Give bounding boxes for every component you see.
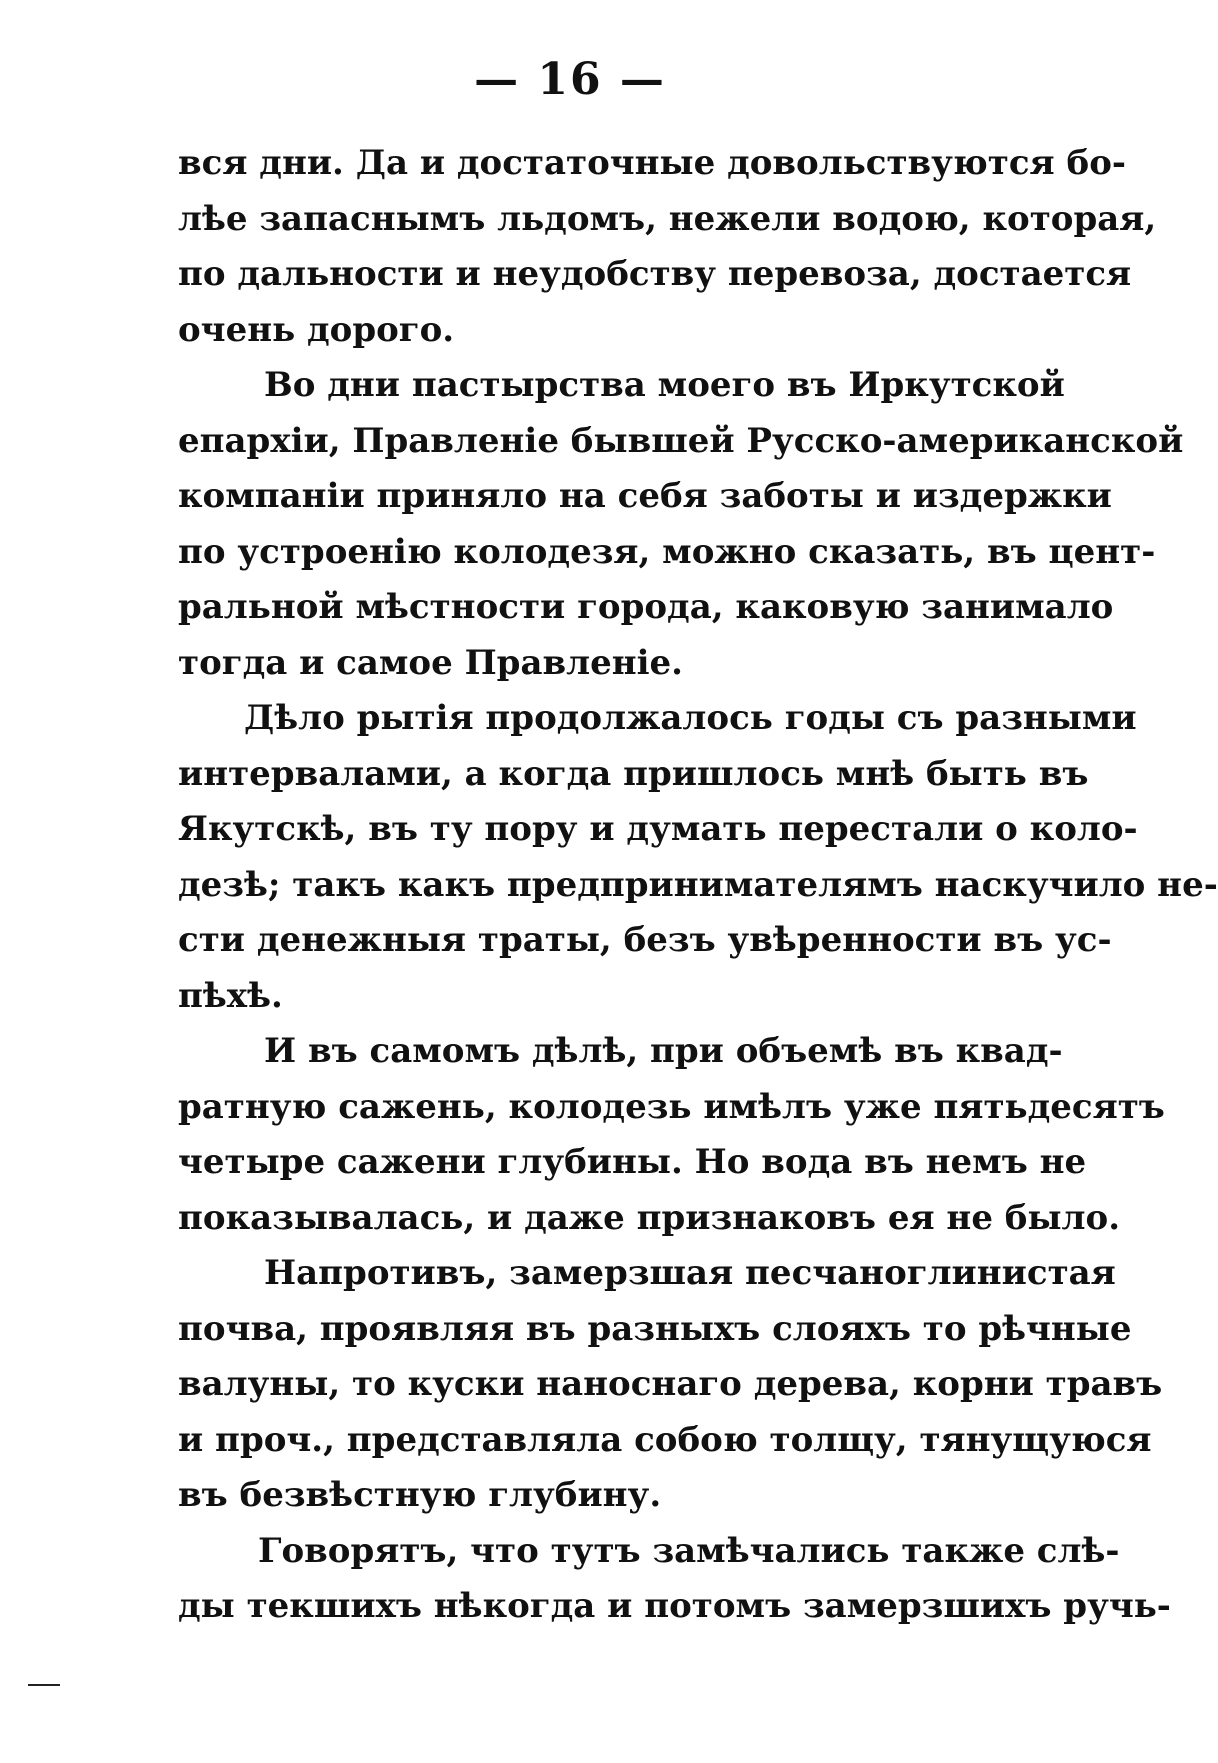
margin-dash-mark [28, 1684, 60, 1686]
text-line: Говорятъ, что тутъ замѣчались также слѣ- [258, 1530, 1120, 1571]
text-line: И въ самомъ дѣлѣ, при объемѣ въ квад- [264, 1031, 1063, 1071]
text-line: Якутскѣ, въ ту пору и думать перестали о коло- [178, 809, 1138, 849]
text-line: вся дни. Да и достаточные довольствуются бо- [178, 143, 1126, 183]
text-line: показывалась, и даже признаковъ ея не было. [178, 1197, 1121, 1238]
body-text [178, 136, 1218, 1635]
text-line: ральной мѣстности города, каковую занимало [178, 587, 1114, 627]
text-line: Во дни пастырства моего въ Иркутской [264, 365, 1065, 405]
text-line: ды текшихъ нѣкогда и потомъ замерзшихъ ручь- [178, 1586, 1171, 1626]
text-line: пѣхѣ. [178, 975, 283, 1016]
text-line: компаніи приняло на себя заботы и издержки [178, 476, 1112, 516]
text-line: сти денежныя траты, безъ увѣренности въ ус- [178, 920, 1112, 960]
text-line: дезѣ; такъ какъ предпринимателямъ наскучило не- [178, 864, 1218, 905]
text-line: тогда и самое Правленіе. [178, 642, 683, 683]
text-line: по устроенію колодезя, можно сказать, въ цент- [178, 531, 1156, 572]
text-line: почва, проявляя въ разныхъ слояхъ то рѣчные [178, 1308, 1132, 1349]
text-line: очень дорого. [178, 309, 455, 350]
text-line: Дѣло рытія продолжалось годы съ разными [244, 698, 1137, 738]
page-number: — 16 — [474, 54, 666, 105]
text-line: епархіи, Правленіе бывшей Русско-американской [178, 420, 1184, 461]
text-line: валуны, то куски наноснаго дерева, корни травъ [178, 1364, 1163, 1404]
text-line: въ безвѣстную глубину. [178, 1475, 662, 1515]
text-line: четыре сажени глубины. Но вода въ немъ не [178, 1142, 1087, 1182]
text-line: интервалами, а когда пришлось мнѣ быть въ [178, 753, 1089, 794]
text-line: лѣе запаснымъ льдомъ, нежели водою, которая, [178, 198, 1157, 239]
text-line: по дальности и неудобству перевоза, достается [178, 254, 1132, 294]
text-line: ратную сажень, колодезь имѣлъ уже пятьдесятъ [178, 1086, 1165, 1127]
text-line: и проч., представляла собою толщу, тянущуюся [178, 1419, 1152, 1460]
text-line: Напротивъ, замерзшая песчаноглинистая [264, 1253, 1116, 1293]
